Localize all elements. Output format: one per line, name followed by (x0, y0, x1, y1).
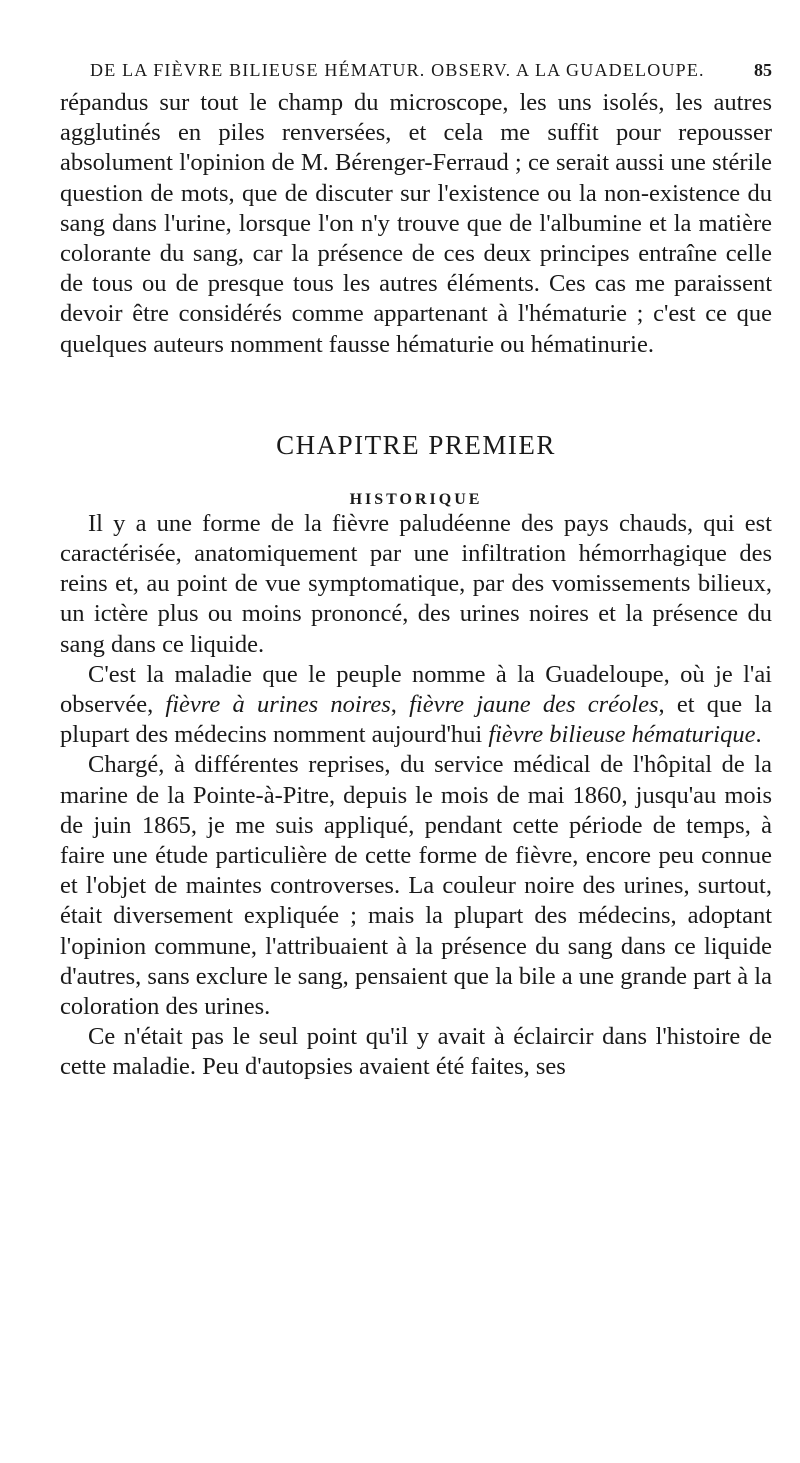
paragraph-3: Chargé, à différentes reprises, du service médical de l'hôpital de la marine de la Pointe-à-Pitre, depuis le mois de mai 1860, jusqu'au mois de juin 1865, je me suis appliqué, pendant cette période de temps, à faire une étude particulière de cette forme de fièvre, encore peu connue et l'objet de maintes controverses. La couleur noire des urines, surtout, était diversement expliquée ; mais la plupart des médecins, adoptant l'opinion commune, l'attribuaient à la présence du sang dans ce liquide d'autres, sans exclure le sang, pensaient que la bile a une grande part à la coloration des urines. (60, 751, 772, 1021)
running-head (60, 60, 772, 86)
book-page (60, 60, 772, 1083)
paragraph-2-italic-3: fièvre bilieuse hématurique (488, 721, 756, 749)
paragraph-2-text-a: C'est la maladie que le peuple nomme à la Guadeloupe, où je l'ai observée, (60, 660, 772, 719)
running-title: DE LA FIÈVRE BILIEUSE HÉMATUR. OBSERV. A LA GUADELOUPE. (90, 60, 705, 80)
paragraph-2-text-d: . (755, 721, 762, 749)
page-number: 85 (754, 60, 772, 80)
continuation-paragraph: répandus sur tout le champ du microscope, les uns isolés, les autres agglutinés en piles renversées, et cela me suffit pour repousser absolument l'opinion de M. Bérenger-Ferraud ; ce serait aussi une stérile question de mots, que de discuter sur l'existence ou la non-existence du sang dans l'urine, lorsque l'on n'y trouve que de l'albumine et la matière colorante du sang, car la présence de ces deux principes entraîne celle de tous ou de presque tous les autres éléments. Ces cas me paraissent devoir être considérés comme appartenant à l'hématurie ; c'est ce que quelques auteurs nomment fausse hématurie ou hématinurie. (60, 89, 772, 358)
paragraph-2 (60, 660, 772, 751)
paragraph-4: Ce n'était pas le seul point qu'il y avait à éclaircir dans l'histoire de cette maladie. Peu d'autopsies avaient été faites, ses (60, 1023, 772, 1081)
paragraph-2-text-c: , et que la plupart des médecins nomment aujourd'hui (60, 691, 772, 749)
paragraph-2-text-b: , (390, 691, 410, 719)
paragraph-1: Il y a une forme de la fièvre paludéenne des pays chauds, qui est caractérisée, anatomiquement par une infiltration hémorrhagique des reins et, au point de vue symptomatique, par des vomissements bilieux, un ictère plus ou moins prononcé, des urines noires et la présence du sang dans ce liquide. (60, 509, 772, 658)
paragraph-2-italic-1: fièvre à urines noires (165, 691, 391, 719)
chapter-title: CHAPITRE PREMIER (276, 429, 556, 460)
section-title: HISTORIQUE (349, 490, 483, 508)
paragraph-2-italic-2: fièvre jaune des créoles (409, 691, 659, 719)
